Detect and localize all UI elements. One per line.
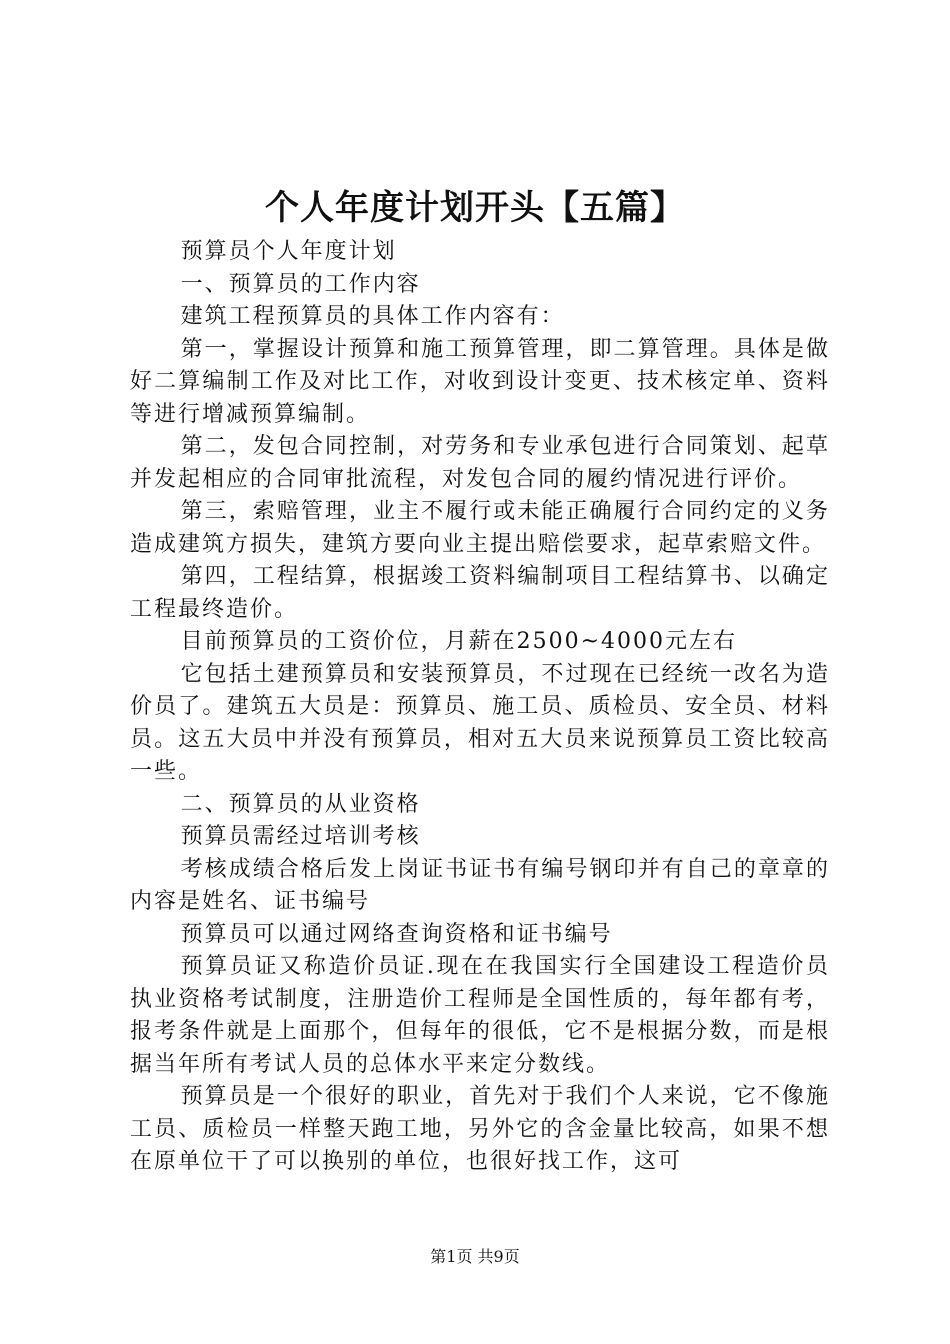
document-title: 个人年度计划开头【五篇】 — [265, 188, 685, 228]
page-footer: 第1页 共9页 — [430, 1247, 520, 1266]
paragraph: 预算员证又称造价员证.现在在我国实行全国建设工程造价员执业资格考试制度，注册造价工程师是全国性质的，每年都有考，报考条件就是上面那个，但每年的很低，它不是根据分数，而是根据当年所有考试人员的总体水平来定分数线。 — [130, 954, 830, 1077]
paragraph: 预算员需经过培训考核 — [180, 824, 421, 849]
paragraph: 预算员可以通过网络查询资格和证书编号 — [180, 921, 613, 947]
paragraph: 第三，索赔管理，业主不履行或未能正确履行合同约定的义务造成建筑方损失，建筑方要向业主提出赔偿要求，起草索赔文件。 — [130, 499, 830, 557]
paragraph: 第一，掌握设计预算和施工预算管理，即二算管理。具体是做好二算编制工作及对比工作，对收到设计变更、技术核定单、资料等进行增减预算编制。 — [130, 336, 830, 427]
section-heading: 二、预算员的从业资格 — [180, 791, 421, 817]
section-heading: 一、预算员的工作内容 — [180, 271, 421, 297]
paragraph: 第四，工程结算，根据竣工资料编制项目工程结算书、以确定工程最终造价。 — [130, 564, 830, 622]
paragraph: 它包括土建预算员和安装预算员，不过现在已经统一改名为造价员了。建筑五大员是：预算员、施工员、质检员、安全员、材料员。这五大员中并没有预算员，相对五大员来说预算员工资比较高一些。 — [130, 661, 830, 784]
paragraph: 建筑工程预算员的具体工作内容有： — [180, 304, 565, 329]
document-body — [130, 236, 830, 1179]
paragraph: 预算员个人年度计划 — [180, 239, 397, 264]
paragraph: 考核成绩合格后发上岗证书证书有编号钢印并有自己的章章的内容是姓名、证书编号 — [130, 856, 830, 914]
paragraph: 目前预算员的工资价位，月薪在2500~4000元左右 — [180, 629, 738, 654]
paragraph: 预算员是一个很好的职业，首先对于我们个人来说，它不像施工员、质检员一样整天跑工地，另外它的含金量比较高，如果不想在原单位干了可以换别的单位，也很好找工作，这可 — [130, 1084, 830, 1174]
paragraph: 第二，发包合同控制，对劳务和专业承包进行合同策划、起草并发起相应的合同审批流程，对发包合同的履约情况进行评价。 — [130, 434, 830, 492]
